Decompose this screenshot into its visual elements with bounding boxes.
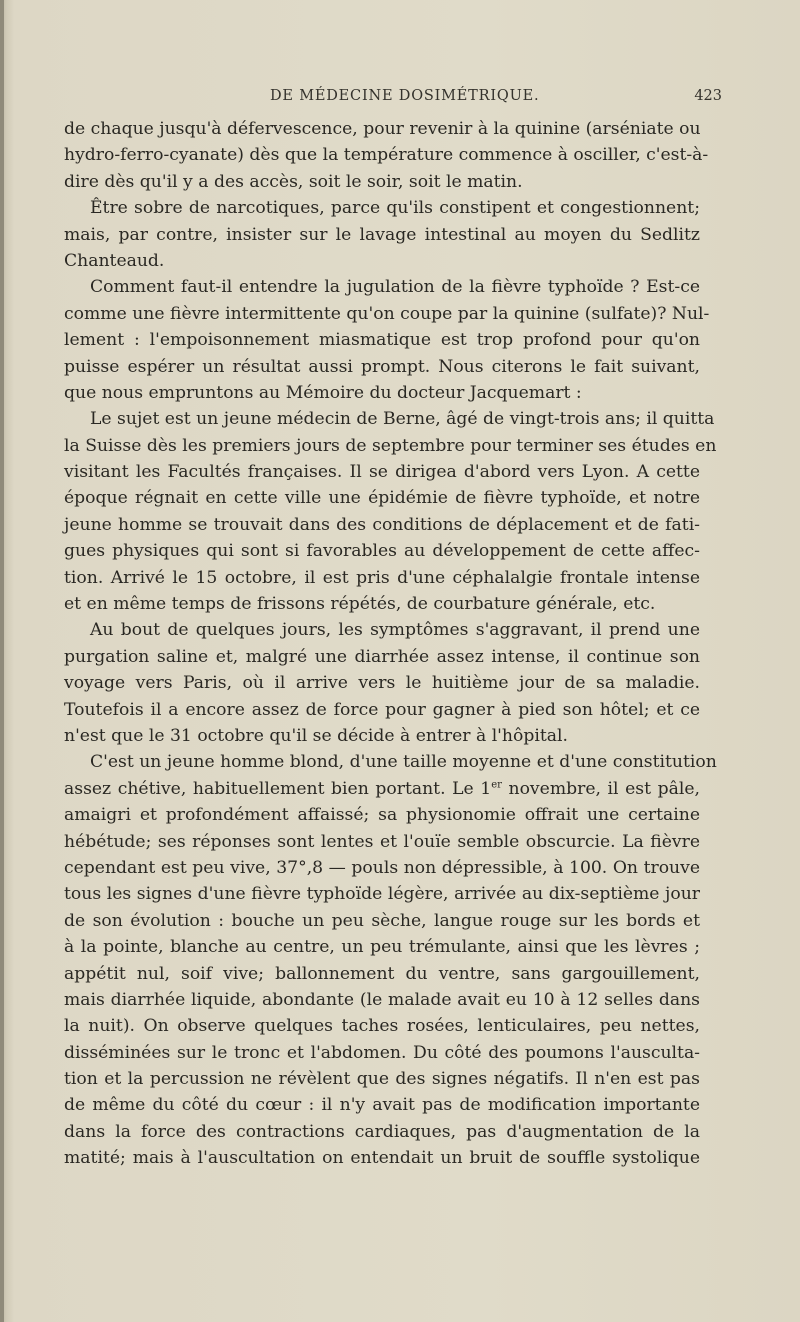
text-line: cependant est peu vive, 37°,8 — pouls non dépressible, à 100. On trouve — [64, 857, 700, 878]
text-line: purgation saline et, malgré une diarrhée assez intense, il continue son — [64, 646, 700, 667]
page-binding-edge — [0, 0, 4, 1322]
text-line: mais diarrhée liquide, abondante (le malade avait eu 10 à 12 selles dans — [64, 989, 700, 1010]
text-line: tous les signes d'une fièvre typhoïde légère, arrivée au dix-septième jour — [64, 884, 700, 905]
text-line: matité; mais à l'auscultation on entendait un bruit de souffle systolique — [64, 1148, 700, 1169]
text-line: hébétude; ses réponses sont lentes et l'ouïe semble obscurcie. La fièvre — [64, 831, 700, 852]
text-line: visitant les Facultés françaises. Il se dirigea d'abord vers Lyon. A cette — [64, 462, 700, 483]
text-line: voyage vers Paris, où il arrive vers le huitième jour de sa maladie. — [64, 673, 700, 694]
text-line: tion et la percussion ne révèlent que des signes négatifs. Il n'en est pas — [64, 1069, 700, 1090]
text-line: Au bout de quelques jours, les symptômes s'aggravant, il prend une — [90, 620, 700, 641]
text-line: de chaque jusqu'à défervescence, pour revenir à la quinine (arséniate ou — [64, 119, 701, 139]
running-title: DE MÉDECINE DOSIMÉTRIQUE. — [270, 88, 540, 104]
text-line: jeune homme se trouvait dans des conditions de déplacement et de fati- — [64, 514, 700, 535]
text-line — [64, 776, 700, 802]
text-line: disséminées sur le tronc et l'abdomen. Du côté des poumons l'ausculta- — [64, 1042, 700, 1063]
text-line: Être sobre de narcotiques, parce qu'ils constipent et congestionnent; — [90, 198, 700, 219]
text-line: mais, par contre, insister sur le lavage intestinal au moyen du Sedlitz — [64, 224, 700, 245]
text-line: Toutefois il a encore assez de force pour gagner à pied son hôtel; et ce — [64, 699, 700, 720]
text-line: à la pointe, blanche au centre, un peu trémulante, ainsi que les lèvres ; — [64, 937, 700, 958]
text-line: C'est un jeune homme blond, d'une taille moyenne et d'une constitution — [90, 752, 717, 773]
text-line: que nous empruntons au Mémoire du docteur Jacquemart : — [64, 382, 582, 403]
text-line: Chanteaud. — [64, 250, 165, 271]
text-line: amaigri et profondément affaissé; sa physionomie offrait une certaine — [64, 805, 700, 826]
text-line: n'est que le 31 octobre qu'il se décide à entrer à l'hôpital. — [64, 725, 568, 746]
text-line: de son évolution : bouche un peu sèche, langue rouge sur les bords et — [64, 910, 700, 931]
page-header — [64, 84, 722, 108]
superscript: er — [491, 779, 502, 791]
text-line: appétit nul, soif vive; ballonnement du ventre, sans gargouillement, — [64, 963, 700, 984]
text-line: de même du côté du cœur : il n'y avait pas de modification importante — [64, 1095, 700, 1116]
text-line: gues physiques qui sont si favorables au développement de cette affec- — [64, 541, 700, 562]
text-line: dans la force des contractions cardiaques, pas d'augmentation de la — [64, 1121, 700, 1142]
text-line: et en même temps de frissons répétés, de courbature générale, etc. — [64, 594, 656, 615]
text-segment: assez chétive, habituellement bien portant. Le 1 — [64, 778, 492, 799]
page-number: 423 — [694, 88, 722, 104]
body-text — [64, 116, 717, 1172]
text-line: la nuit). On observe quelques taches rosées, lenticulaires, peu nettes, — [64, 1016, 700, 1037]
text-line: Le sujet est un jeune médecin de Berne, âgé de vingt-trois ans; il quitta — [90, 409, 715, 430]
text-line: tion. Arrivé le 15 octobre, il est pris d'une céphalalgie frontale intense — [64, 567, 700, 588]
text-line: dire dès qu'il y a des accès, soit le soir, soit le matin. — [64, 171, 523, 192]
text-line: comme une fièvre intermittente qu'on coupe par la quinine (sulfate)? Nul- — [64, 303, 710, 324]
text-line: Comment faut-il entendre la jugulation de la fièvre typhoïde ? Est-ce — [90, 277, 700, 298]
text-line: hydro-ferro-cyanate) dès que la température commence à osciller, c'est-à- — [64, 145, 709, 166]
text-line: lement : l'empoisonnement miasmatique est trop profond pour qu'on — [64, 330, 700, 351]
text-line: puisse espérer un résultat aussi prompt. Nous citerons le fait suivant, — [64, 356, 700, 377]
text-line: la Suisse dès les premiers jours de septembre pour terminer ses études en — [64, 435, 717, 456]
text-line: époque régnait en cette ville une épidémie de fièvre typhoïde, et notre — [64, 488, 700, 509]
text-segment: novembre, il est pâle, — [508, 778, 700, 799]
